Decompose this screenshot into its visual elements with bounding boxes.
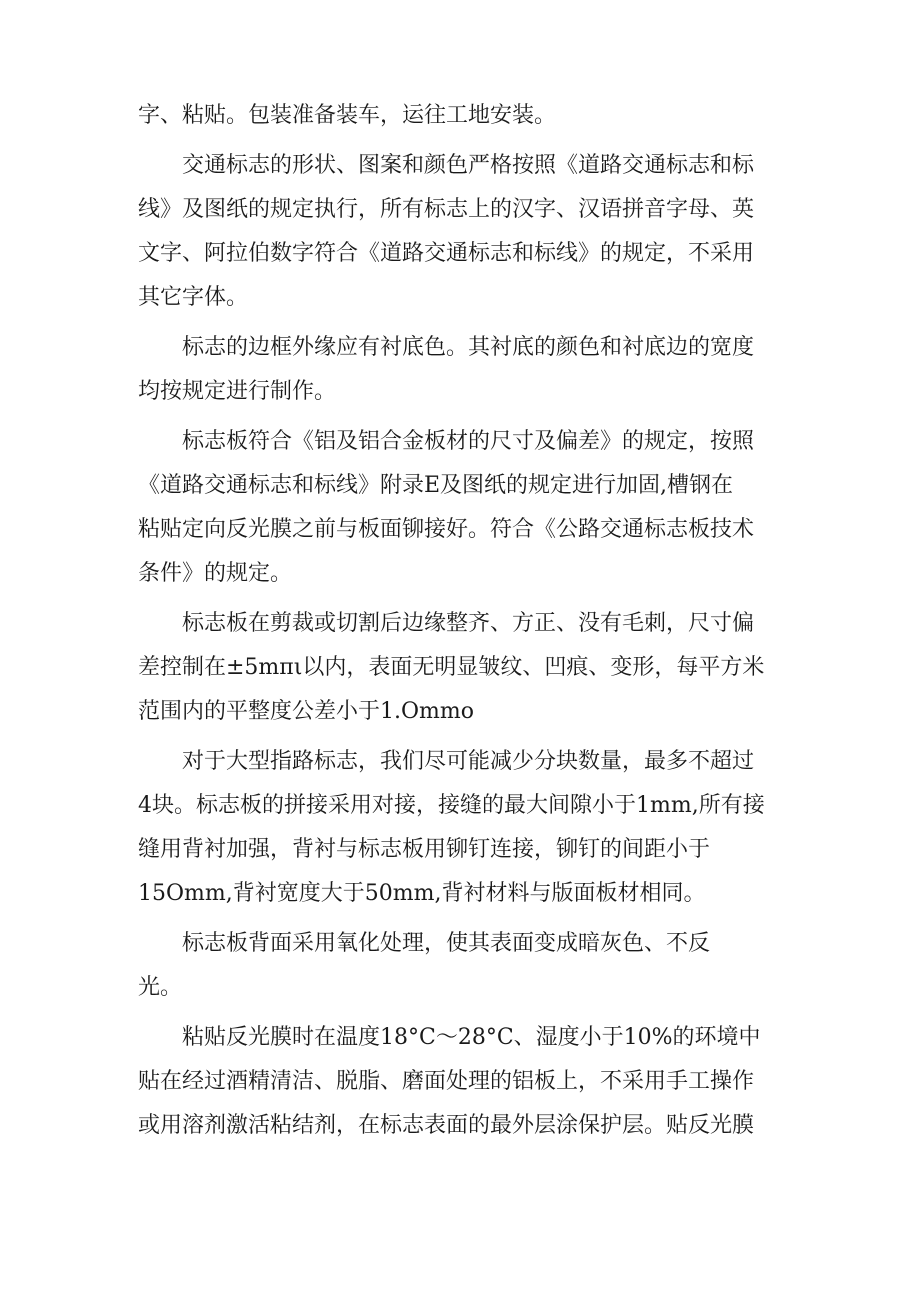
text-line: 标志板背面采用氧化处理，使其表面变成暗灰色、不反 xyxy=(138,931,711,956)
paragraph-5 xyxy=(138,602,788,734)
paragraph-1 xyxy=(138,94,788,138)
text-line: 《道路交通标志和标线》附录E及图纸的规定进行加固,槽钢在 xyxy=(138,473,734,498)
text-line: 均按规定进行制作。 xyxy=(138,379,337,404)
paragraph-4 xyxy=(138,420,788,596)
text-line: 标志板在剪裁或切割后边缘整齐、方正、没有毛刺，尺寸偏 xyxy=(138,611,755,636)
document-body xyxy=(138,94,788,1148)
paragraph-8 xyxy=(138,1016,788,1148)
paragraph-3 xyxy=(138,326,788,414)
text-line: 交通标志的形状、图案和颜色严格按照《道路交通标志和标 xyxy=(138,153,755,178)
text-line: 贴在经过酒精清洁、脱脂、磨面处理的铝板上，不采用手工操作 xyxy=(138,1069,755,1094)
text-line: 字、粘贴。包装准备装车，运往工地安装。 xyxy=(138,103,557,128)
text-line: 其它字体。 xyxy=(138,285,249,310)
paragraph-2 xyxy=(138,144,788,320)
text-line: 标志板符合《铝及铝合金板材的尺寸及偏差》的规定，按照 xyxy=(138,429,755,454)
paragraph-7 xyxy=(138,922,788,1010)
text-line: 粘贴反光膜时在温度18°C～28°C、湿度小于10%的环境中 xyxy=(138,1025,761,1050)
text-line: 15Omm,背衬宽度大于50mm,背衬材料与版面板材相同。 xyxy=(138,881,706,906)
text-line: 或用溶剂激活粘结剂，在标志表面的最外层涂保护层。贴反光膜 xyxy=(138,1113,755,1138)
paragraph-6 xyxy=(138,740,788,916)
text-line: 条件》的规定。 xyxy=(138,561,293,586)
text-line: 4块。标志板的拼接采用对接，接缝的最大间隙小于1mm,所有接 xyxy=(138,793,765,818)
text-line: 缝用背衬加强，背衬与标志板用铆钉连接，铆钉的间距小于 xyxy=(138,837,711,862)
text-line: 文字、阿拉伯数字符合《道路交通标志和标线》的规定，不采用 xyxy=(138,241,755,266)
text-line: 光。 xyxy=(138,975,183,1000)
text-line: 标志的边框外缘应有衬底色。其衬底的颜色和衬底边的宽度 xyxy=(138,335,755,360)
text-line: 差控制在±5mπι以内，表面无明显皱纹、凹痕、变形，每平方米 xyxy=(138,655,765,680)
text-line: 对于大型指路标志，我们尽可能减少分块数量，最多不超过 xyxy=(138,749,755,774)
text-line: 范围内的平整度公差小于1.Ommo xyxy=(138,699,474,724)
text-line: 线》及图纸的规定执行，所有标志上的汉字、汉语拼音字母、英 xyxy=(138,197,755,222)
text-line: 粘贴定向反光膜之前与板面铆接好。符合《公路交通标志板技术 xyxy=(138,517,755,542)
